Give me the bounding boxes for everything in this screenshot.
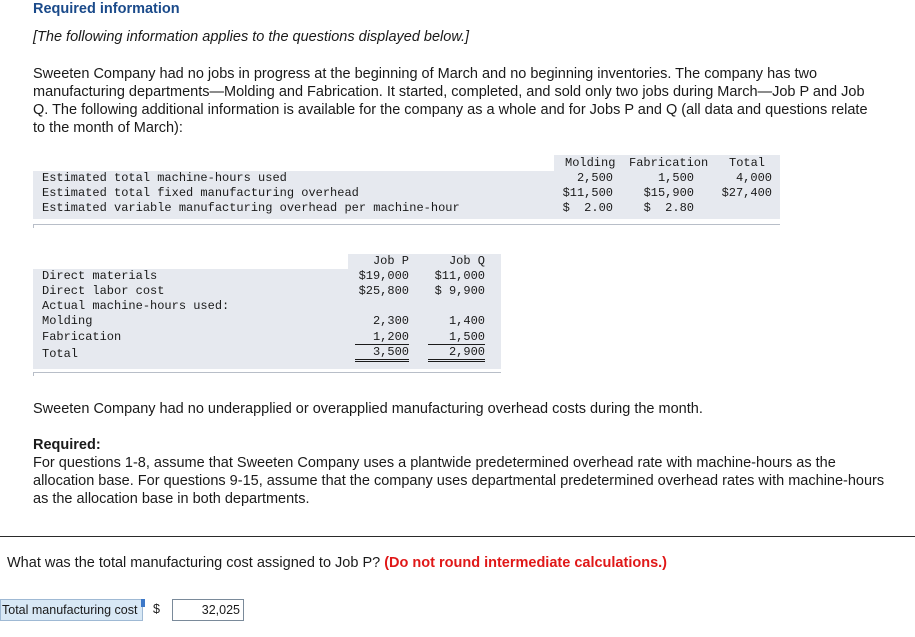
table1-cell: $15,900 [643,186,694,200]
table2-section-label: Actual machine-hours used: [42,299,230,313]
table1-header-molding: Molding [565,156,616,170]
table2-row-label: Direct labor cost [42,284,165,298]
answer-label: Total manufacturing cost [0,599,143,621]
table1-cell: $27,400 [721,186,772,200]
table2-cell: $25,800 [358,284,409,298]
table1-row-label: Estimated total fixed manufacturing overhead [42,186,359,200]
table2-cell: 2,300 [372,314,409,328]
table2-header-job-q: Job Q [448,254,485,268]
table2-cell: 1,400 [448,314,485,328]
table2-cell: $11,000 [434,269,485,283]
table1-row-label: Estimated variable manufacturing overhead per machine-hour [42,201,460,215]
required-text: For questions 1-8, assume that Sweeten Company uses a plantwide predetermined overhead rate with machine-hours as the allocation base. For questions 9-15, assume that the company uses departmental predetermined overhead rates with machine-hours as the allocation base in both departments. [33,455,885,507]
table1-cell: $ 2.80 [643,201,694,215]
answer-row [0,599,244,621]
table1-cell: 4,000 [735,171,772,185]
table2-row-label: Fabrication [42,330,122,344]
table1-bottom-rule [33,224,780,228]
question-divider [0,536,915,537]
table1-header-total: Total [729,156,766,170]
overhead-note: Sweeten Company had no underapplied or overapplied manufacturing overhead costs during the month. [33,401,703,417]
total-manufacturing-cost-input[interactable] [172,599,244,621]
required-information-title: Required information [33,1,180,17]
table2-row-label: Molding [42,314,93,328]
table2-cell: 2,900 [428,345,485,362]
question-text: What was the total manufacturing cost assigned to Job P? [7,555,381,571]
intro-paragraph: Sweeten Company had no jobs in progress at the beginning of March and no beginning inventories. The company has two manufacturing departments—Molding and Fabrication. It started, completed, and sold only two jobs during March—Job P and Job Q. The following additional information is available for the company as a whole and for Jobs P and Q (all data and questions relate to the month of March): [33,66,868,136]
table2-row-label: Direct materials [42,269,158,283]
table2-cell: $19,000 [358,269,409,283]
table1-cell: 2,500 [576,171,613,185]
table2-cell: 1,200 [355,330,409,345]
applies-note: [The following information applies to the questions displayed below.] [33,29,470,45]
answer-currency: $ [153,602,160,616]
required-heading: Required: [33,437,101,453]
question-prompt [7,555,667,571]
table1-row-label: Estimated total machine-hours used [42,171,287,185]
question-instruction: (Do not round intermediate calculations.) [384,555,667,571]
table2-bottom-rule [33,372,501,376]
table1-cell: $11,500 [562,186,613,200]
table2-header-job-p: Job P [372,254,409,268]
table2-cell: 1,500 [428,330,485,345]
table2-cell: 3,500 [355,345,409,362]
table1-cell: 1,500 [657,171,694,185]
table1-header-fabrication: Fabrication [629,156,709,170]
table2-cell: $ 9,900 [434,284,485,298]
table2-row-label: Total [42,347,79,361]
table1-cell: $ 2.00 [562,201,613,215]
